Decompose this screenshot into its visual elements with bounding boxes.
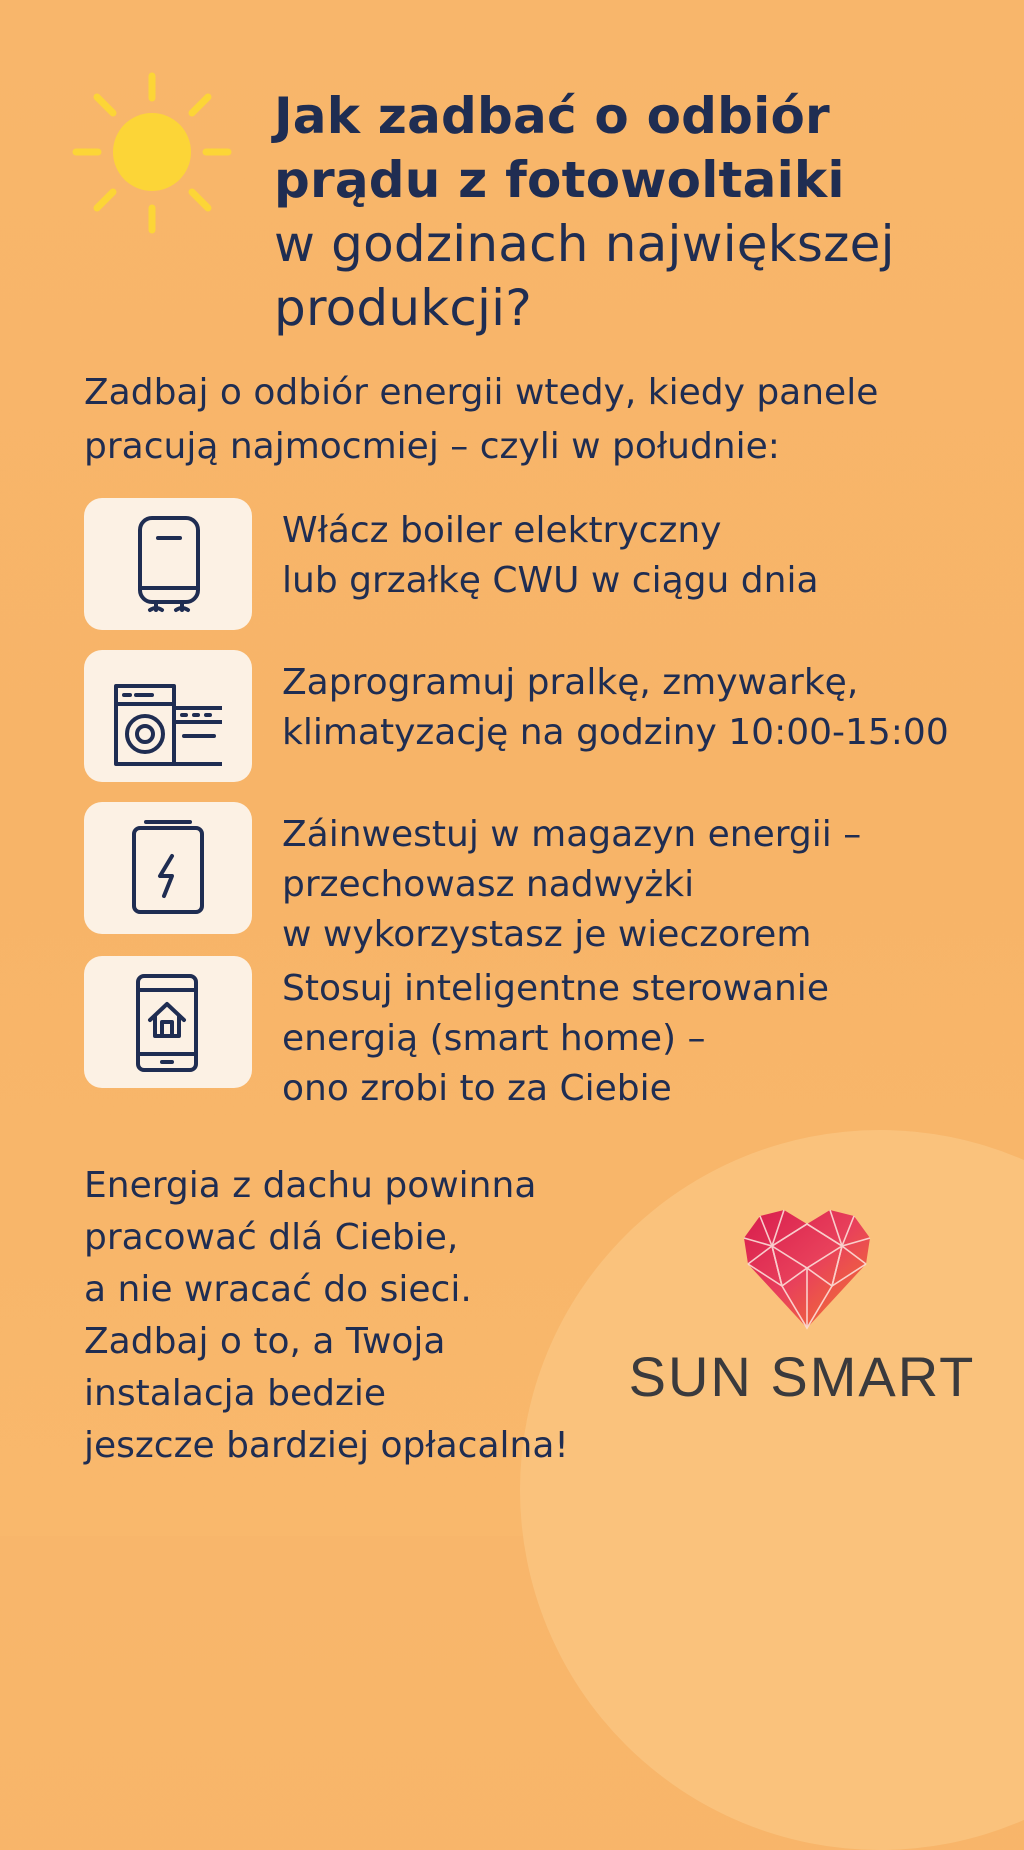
closing-line: a nie wracać do sieci. [84,1269,472,1310]
tip-line: ono zrobi to za Ciebie [282,1068,672,1109]
tip-battery [84,802,1004,955]
tip-line: Zaprogramuj pralkę, zmywarkę, [282,662,859,703]
closing-line: jeszcze bardziej opłacalna! [84,1425,569,1466]
tip-appliances [84,650,1004,784]
title-line-2: prądu z fotowoltaiki [274,151,845,209]
smartphone-home-icon [114,968,222,1076]
battery-icon [114,814,222,922]
tip-line: Stosuj inteligentne sterowanie [282,968,829,1009]
brand-logo [612,1208,992,1418]
tip-line: Włácz boiler elektryczny [282,510,722,551]
closing-line: pracować dlá Ciebie, [84,1217,459,1258]
closing-line: Zadbaj o to, a Twoja [84,1321,446,1362]
tip-text [282,810,1002,960]
tip-icon-tile [84,498,252,630]
intro-text [84,366,994,474]
tip-icon-tile [84,650,252,782]
closing-line: Energia z dachu powinna [84,1165,537,1206]
title-line-1: Jak zadbać o odbiór [274,87,830,145]
closing-line: instalacja bedzie [84,1373,387,1414]
water-heater-icon [114,510,222,618]
tip-icon-tile [84,802,252,934]
tip-line: energią (smart home) – [282,1018,706,1059]
tip-line: lub grzałkę CWU w ciągu dnia [282,560,819,601]
tip-icon-tile [84,956,252,1088]
tip-line: Záinwestuj w magazyn energii – [282,814,862,855]
page-title [274,84,994,340]
tip-text [282,658,1002,758]
heart-gem-icon [742,1208,872,1330]
tip-boiler [84,498,1004,632]
tip-smart-home [84,956,1004,1109]
tip-text [282,506,1002,606]
intro-line-2: pracują najmocmiej – czyli w południe: [84,426,780,467]
sun-icon [70,70,235,235]
tip-line: klimatyzację na godziny 10:00-15:00 [282,712,949,753]
tip-line: przechowasz nadwyżki [282,864,695,905]
appliances-icon [114,662,222,770]
title-line-3: w godzinach największej [274,215,895,273]
title-line-4: produkcji? [274,279,532,337]
tip-line: w wykorzystasz je wieczorem [282,914,812,955]
intro-line-1: Zadbaj o odbiór energii wtedy, kiedy panele [84,372,879,413]
brand-name: SUN SMART [628,1345,976,1408]
closing-text [84,1160,644,1472]
tip-text [282,964,1002,1114]
